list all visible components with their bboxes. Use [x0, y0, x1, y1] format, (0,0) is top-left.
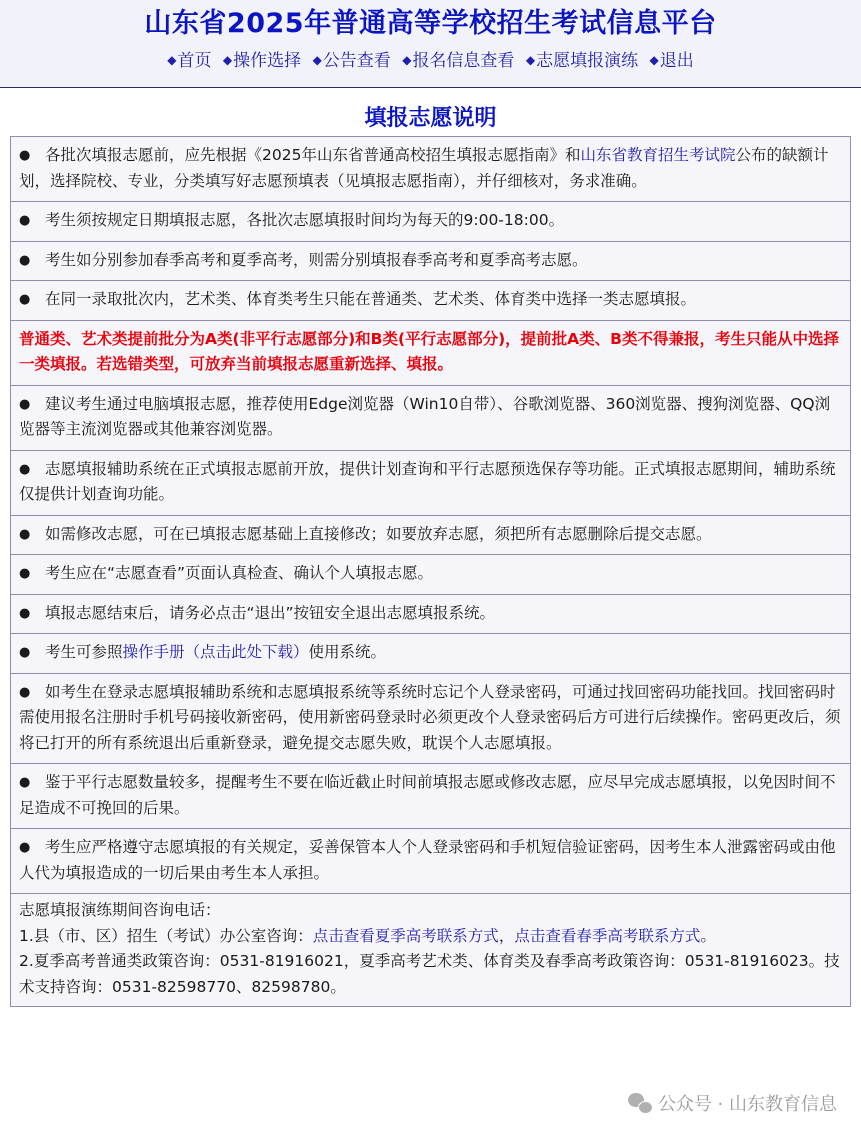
list-item: ● 考生可参照操作手册（点击此处下载）使用系统。	[11, 634, 851, 674]
wechat-icon	[628, 1093, 652, 1113]
list-item: ● 考生应在“志愿查看”页面认真检查、确认个人填报志愿。	[11, 555, 851, 595]
warning-text: 普通类、艺术类提前批分为A类(非平行志愿部分)和B类(平行志愿部分)，提前批A类、B类不得兼报，考生只能从中选择一类填报。若选错类型，可放弃当前填报志愿重新选择、填报。	[19, 329, 839, 373]
diamond-icon: ◆	[167, 53, 177, 67]
instructions-table	[10, 136, 851, 1007]
list-item: ● 志愿填报辅助系统在正式填报志愿前开放，提供计划查询和平行志愿预选保存等功能。正式填报志愿期间，辅助系统仅提供计划查询功能。	[11, 450, 851, 515]
bullet-icon: ●	[19, 775, 31, 790]
nav-registration-info[interactable]: ◆报名信息查看	[402, 51, 515, 71]
list-item: ● 在同一录取批次内，艺术类、体育类考生只能在普通类、艺术类、体育类中选择一类志愿填报。	[11, 281, 851, 321]
contact-line-2: 2.夏季高考普通类政策咨询：0531-81916021，夏季高考艺术类、体育类及春季高考政策咨询：0531-81916023。技术支持咨询：0531-82598770、82598780。	[19, 952, 840, 996]
bullet-icon: ●	[19, 213, 31, 228]
nav-volunteer-practice[interactable]: ◆志愿填报演练	[525, 51, 639, 71]
bullet-icon: ●	[19, 461, 31, 477]
contact-line-1: 1.县（市、区）招生（考试）办公室咨询：点击查看夏季高考联系方式，点击查看春季高考联系方式。	[19, 926, 716, 945]
spring-contact-link[interactable]: 点击查看春季高考联系方式	[514, 926, 701, 945]
list-item: ● 如考生在登录志愿填报辅助系统和志愿填报系统等系统时忘记个人登录密码，可通过找回密码功能找回。找回密码时需使用报名注册时手机号码接收新密码，使用新密码登录时必须更改个人登录密码后方可进行后续操作。密码更改后，须将已打开的所有系统退出后重新登录，避免提交志愿失败，耽误个人志愿填报。	[11, 673, 851, 764]
bullet-icon: ●	[19, 252, 31, 268]
list-item: ● 考生应严格遵守志愿填报的有关规定，妥善保管本人个人登录密码和手机短信验证密码，因考生本人泄露密码或由他人代为填报造成的一切后果由考生本人承担。	[11, 829, 851, 894]
summer-contact-link[interactable]: 点击查看夏季高考联系方式	[312, 926, 499, 945]
nav-announcement[interactable]: ◆公告查看	[312, 51, 391, 71]
bullet-icon: ●	[19, 645, 31, 660]
manual-download-link[interactable]: 操作手册（点击此处下载）	[122, 643, 309, 661]
site-title: 山东省2025年普通高等学校招生考试信息平台	[144, 8, 717, 39]
list-item: ● 各批次填报志愿前，应先根据《2025年山东省普通高校招生填报志愿指南》和山东省教育招生考试院公布的缺额计划，选择院校、专业，分类填写好志愿预填表（见填报志愿指南），并仔细核对，务求准确。	[11, 137, 851, 202]
bullet-icon: ●	[19, 148, 31, 163]
bullet-icon: ●	[19, 566, 31, 581]
bullet-icon: ●	[19, 292, 31, 307]
diamond-icon: ◆	[312, 53, 322, 67]
bullet-icon: ●	[19, 526, 31, 542]
section-title: 填报志愿说明	[364, 106, 497, 131]
contact-heading: 志愿填报演练期间咨询电话：	[19, 901, 221, 919]
page-header	[0, 0, 861, 88]
list-item-warning	[11, 320, 851, 385]
top-nav	[0, 48, 861, 73]
diamond-icon: ◆	[649, 53, 659, 67]
contact-info	[11, 894, 851, 1007]
list-item: ● 鉴于平行志愿数量较多，提醒考生不要在临近截止时间前填报志愿或修改志愿，应尽早完成志愿填报，以免因时间不足造成不可挽回的后果。	[11, 764, 851, 829]
diamond-icon: ◆	[222, 53, 233, 67]
diamond-icon: ◆	[525, 53, 536, 67]
nav-home[interactable]: ◆首页	[167, 51, 212, 71]
exam-institute-link[interactable]: 山东省教育招生考试院	[580, 146, 736, 164]
list-item: ● 建议考生通过电脑填报志愿，推荐使用Edge浏览器（Win10自带）、谷歌浏览器、360浏览器、搜狗浏览器、QQ浏览器等主流浏览器或其他兼容浏览器。	[11, 385, 851, 450]
bullet-icon: ●	[19, 684, 31, 700]
bullet-icon: ●	[19, 396, 31, 412]
watermark: 公众号 · 山东教育信息	[628, 1090, 837, 1116]
list-item: ● 填报志愿结束后，请务必点击“退出”按钮安全退出志愿填报系统。	[11, 594, 851, 634]
list-item: ● 考生须按规定日期填报志愿，各批次志愿填报时间均为每天的9:00-18:00。	[11, 202, 851, 242]
bullet-icon: ●	[19, 605, 31, 621]
nav-logout[interactable]: ◆退出	[649, 51, 694, 71]
nav-operation-select[interactable]: ◆操作选择	[222, 51, 302, 71]
diamond-icon: ◆	[402, 53, 412, 67]
list-item: ● 如需修改志愿，可在已填报志愿基础上直接修改；如要放弃志愿，须把所有志愿删除后提交志愿。	[11, 515, 851, 555]
bullet-icon: ●	[19, 840, 31, 855]
list-item: ● 考生如分别参加春季高考和夏季高考，则需分别填报春季高考和夏季高考志愿。	[11, 241, 851, 281]
